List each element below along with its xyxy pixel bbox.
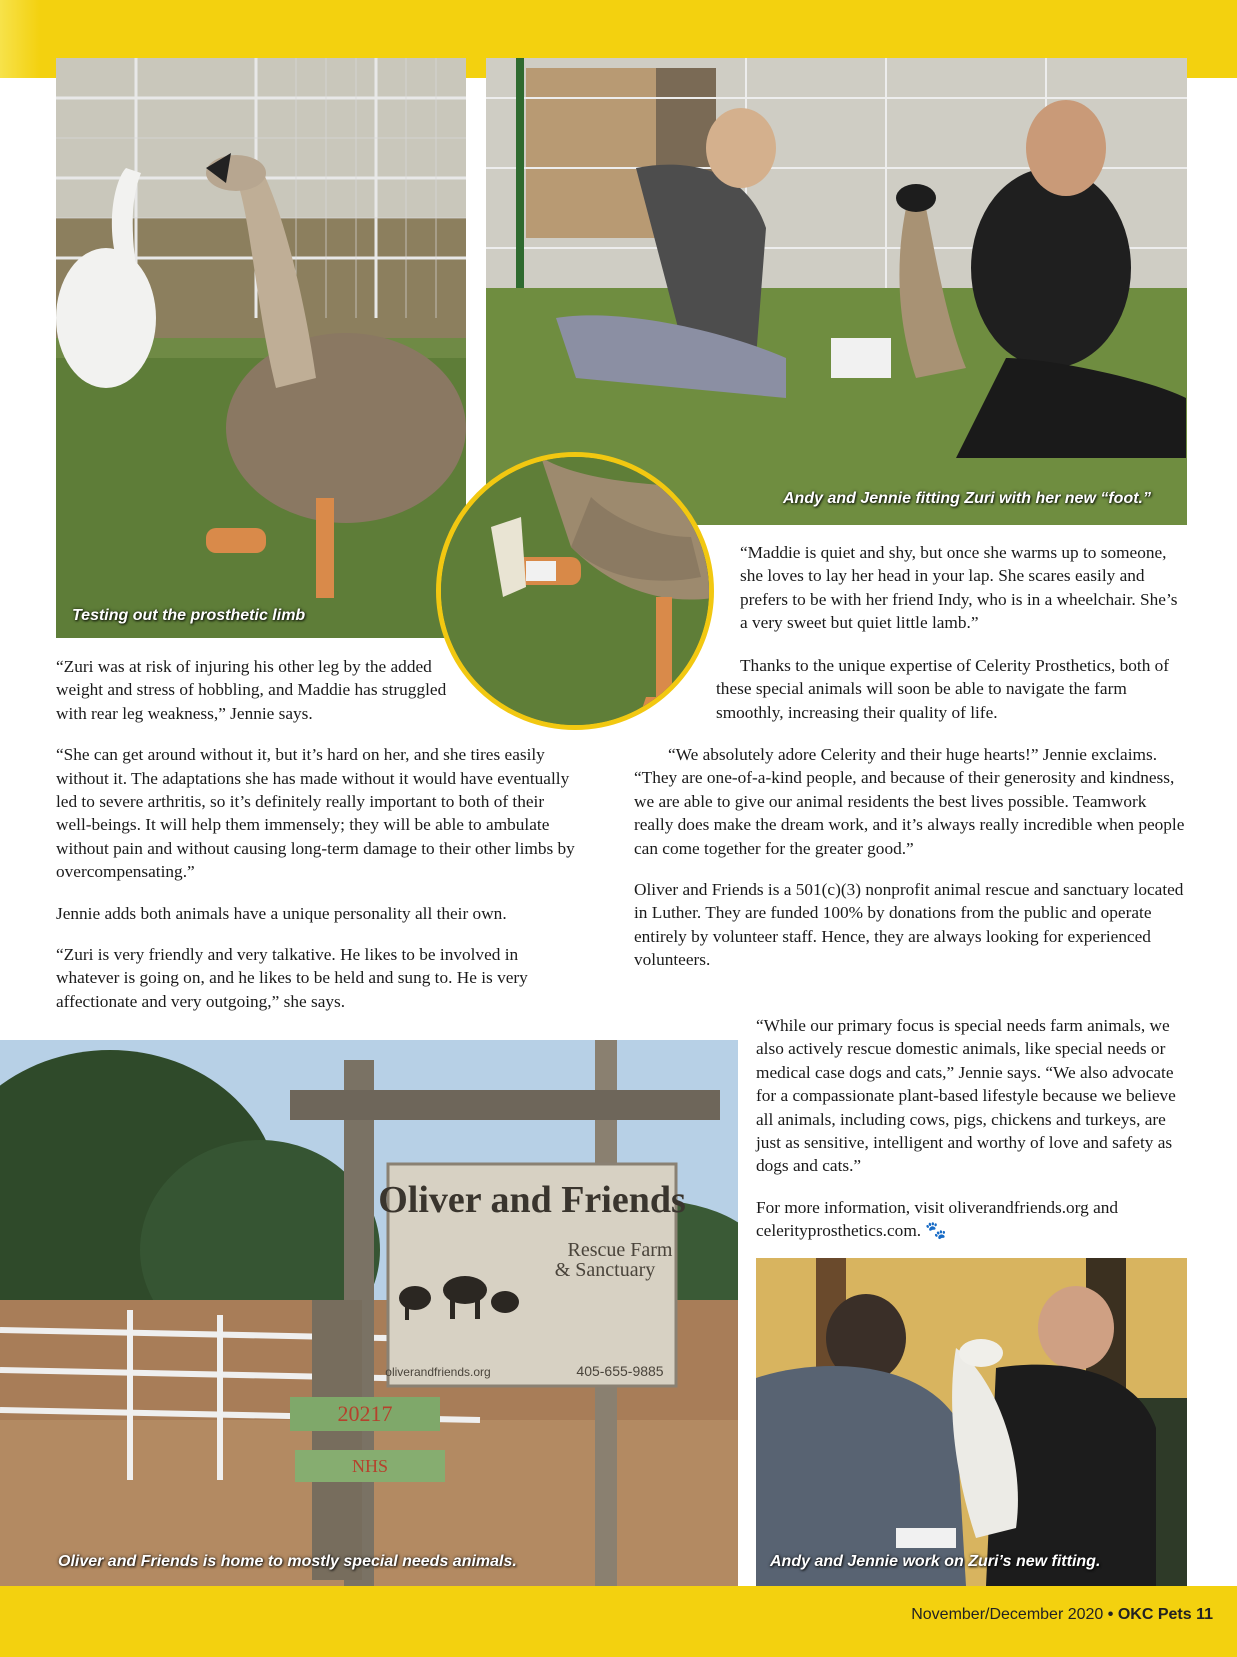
folio-magazine: OKC Pets — [1117, 1606, 1192, 1623]
photo-sanctuary-sign — [0, 1040, 738, 1586]
paragraph: “Zuri is very friendly and very talkative. He likes to be involved in whatever is going on, and he likes to be held and sung to. He is very affectionate and very outgoing,” she says. — [56, 945, 528, 1011]
photo-fitting-bottom — [756, 1258, 1187, 1586]
sign-address-1: 20217 — [337, 1401, 393, 1426]
article-column-right-top-2 — [716, 654, 1186, 724]
page-folio — [911, 1606, 1213, 1624]
paragraph: “Zuri was at risk of injuring his other leg by the added weight and stress of hobbling, and Maddie has struggled with rear leg weakness,” Jennie says. — [56, 657, 447, 723]
paragraph: Jennie adds both animals have a unique personality all their own. — [56, 903, 507, 923]
paragraph: “She can get around without it, but it’s hard on her, and she tires easily without it. The adaptations she has made without it would have eventually led to severe arthritis, so it’s definitely really important to both of their well-beings. It will help them immensely; they will be able to ambulate without pain and without causing long-term damage to their other limbs by overcompensating.” — [56, 745, 575, 882]
closing-line: For more information, visit oliverandfriends.org and celerityprosthetics.com. — [756, 1197, 1119, 1241]
paragraph: “While our primary focus is special needs farm animals, we also actively rescue domestic animals, like special needs or medical case dogs and cats,” Jennie says. “We also advocate for a compassionate plant-based lifestyle because we believe all animals, including cows, pigs, chickens and turkeys, are just as sensitive, intelligent and worthy of love and safety as dogs and cats.” — [756, 1016, 1176, 1176]
caption-fitting-bottom: Andy and Jennie work on Zuri’s new fitting. — [770, 1553, 1101, 1570]
folio-issue: November/December 2020 — [911, 1606, 1104, 1623]
article-column-right-bottom — [756, 1014, 1188, 1243]
sign-title: Oliver and Friends — [378, 1179, 686, 1221]
article-column-right-top — [740, 541, 1185, 635]
paragraph: Oliver and Friends is a 501(c)(3) nonprofit animal rescue and sanctuary located in Luther. They are funded 100% by donations from the public and operate entirely by volunteer staff. Hence, they are always looking for experienced volunteers. — [634, 880, 1184, 970]
sign-phone: 405-655-9885 — [576, 1363, 664, 1379]
paragraph — [756, 1196, 1188, 1243]
article-column-right-mid — [634, 743, 1186, 972]
caption-goose-walking: Testing out the prosthetic limb — [72, 607, 306, 624]
paragraph: “We absolutely adore Celerity and their huge hearts!” Jennie exclaims. “They are one-of-a-kind people, and because of their generosity and kindness, we are able to give our animal residents the best lives possible. Teamwork really does make the dream work, and it’s always really incredible when people can come together for the greater good.” — [634, 745, 1185, 858]
caption-fitting-top: Andy and Jennie fitting Zuri with her new “foot.” — [783, 490, 1151, 507]
folio-separator: • — [1107, 1606, 1114, 1623]
sign-subtitle-1: Rescue Farm — [567, 1239, 673, 1261]
sign-address-2: NHS — [351, 1456, 389, 1476]
sign-subtitle-2: & Sanctuary — [554, 1259, 656, 1281]
sign-url: oliverandfriends.org — [385, 1365, 491, 1379]
paragraph: Thanks to the unique expertise of Celerity Prosthetics, both of these special animals will soon be able to navigate the farm smoothly, increasing their quality of life. — [716, 656, 1170, 722]
paw-icon: 🐾 — [925, 1221, 947, 1241]
photo-goose-walking — [56, 58, 466, 638]
paragraph: “Maddie is quiet and shy, but once she warms up to someone, she loves to lay her head in your lap. She scares easily and prefers to be with her friend Indy, who is in a wheelchair. She’s a very sweet but quiet little lamb.” — [740, 543, 1178, 633]
caption-sign: Oliver and Friends is home to mostly special needs animals. — [58, 1553, 517, 1570]
top-band-gradient — [0, 0, 40, 78]
article-column-left — [56, 655, 576, 1013]
folio-page-number: 11 — [1196, 1606, 1213, 1623]
